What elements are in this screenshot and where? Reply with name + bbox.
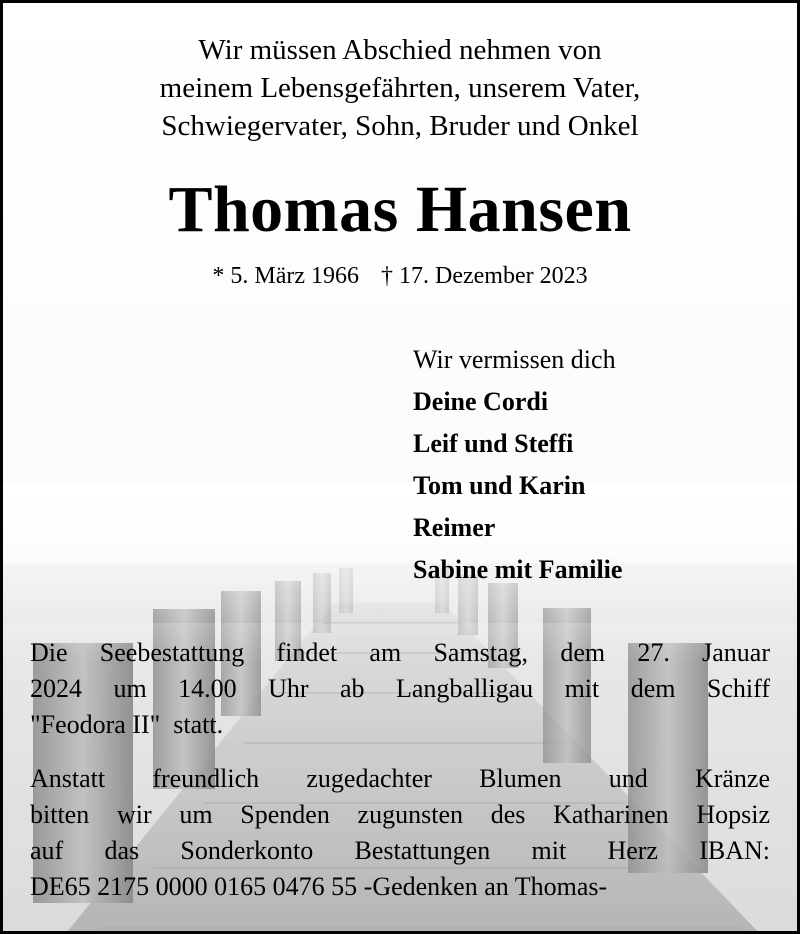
mourners-lead: Wir vermissen dich: [413, 345, 616, 374]
paragraph-line: auf das Sonderkonto Bestattungen mit Herz IBAN:: [30, 836, 770, 865]
paragraph-line: "Feodora II" statt.: [30, 710, 224, 739]
intro-line: meinem Lebensgefährten, unserem Vater,: [159, 72, 641, 104]
life-dates: [3, 261, 797, 291]
intro-text: [3, 31, 797, 145]
deceased-name: Thomas Hansen: [168, 173, 632, 246]
mourner-name: Reimer: [413, 513, 496, 542]
death-date: † 17. Dezember 2023: [381, 263, 588, 289]
mourner-name: Sabine mit Familie: [413, 555, 623, 584]
paragraph-line: Anstatt freundlich zugedachter Blumen und Kränze: [30, 764, 770, 793]
intro-line: Schwiegervater, Sohn, Bruder und Onkel: [161, 110, 639, 142]
mourner-name: Deine Cordi: [413, 387, 549, 416]
mourners-block: [413, 339, 622, 591]
paragraph-line: bitten wir um Spenden zugunsten des Katharinen Hopsiz: [30, 800, 770, 829]
intro-line: Wir müssen Abschied nehmen von: [198, 34, 602, 66]
paragraph-line: 2024 um 14.00 Uhr ab Langballigau mit dem Schiff: [30, 674, 770, 703]
mourner-name: Leif und Steffi: [413, 429, 574, 458]
donation-paragraph: [30, 761, 770, 905]
paragraph-line: Die Seebestattung findet am Samstag, dem 27. Januar: [30, 638, 770, 667]
mourner-name: Tom und Karin: [413, 471, 586, 500]
paragraph-line: DE65 2175 0000 0165 0476 55 -Gedenken an Thomas-: [30, 872, 608, 901]
burial-paragraph: [30, 635, 770, 743]
birth-date: * 5. März 1966: [212, 263, 360, 289]
